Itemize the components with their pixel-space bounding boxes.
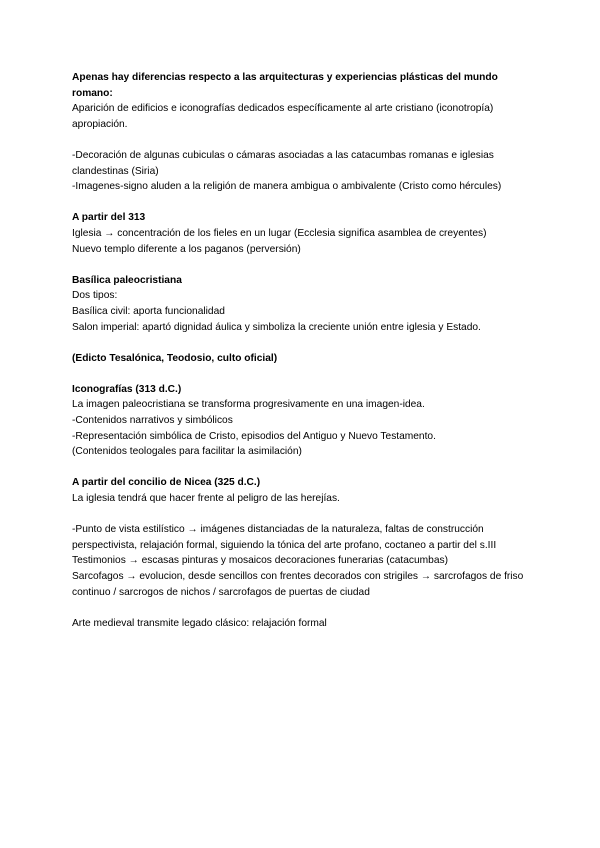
paragraph-line: -Decoración de algunas cubiculas o cámaras asociadas a las catacumbas romanas e iglesias clandestinas (Siria): [72, 149, 494, 177]
paragraph-spacer: [72, 460, 540, 476]
paragraph-line: Nuevo templo diferente a los paganos (perversión): [72, 243, 301, 255]
section-heading: A partir del 313: [72, 212, 146, 224]
paragraph-line: Salon imperial: apartó dignidad áulica y simboliza la creciente unión entre iglesia y Estado.: [72, 321, 481, 333]
paragraph-line: Dos tipos:: [72, 290, 118, 302]
section-heading: (Edicto Tesalónica, Teodosio, culto oficial): [72, 352, 278, 364]
paragraph-line: Testimonios → escasas pinturas y mosaicos decoraciones funerarias (catacumbas): [72, 555, 448, 567]
section-heading: Basílica paleocristiana: [72, 274, 182, 286]
paragraph-line: Basílica civil: aporta funcionalidad: [72, 305, 225, 317]
paragraph-line: -Punto de vista estilístico → imágenes distanciadas de la naturaleza, faltas de construcción perspectivista, relajación formal, siguiendo la tónica del arte profano, coctaneo a partir del s.III: [72, 524, 497, 551]
paragraph-line: Arte medieval transmite legado clásico: relajación formal: [72, 617, 327, 629]
paragraph-line: Iglesia → concentración de los fieles en un lugar (Ecclesia significa asamblea de creyentes): [72, 227, 487, 239]
paragraph-spacer: [72, 195, 540, 211]
paragraph-line: (Contenidos teologales para facilitar la asimilación): [72, 446, 302, 458]
paragraph-line: -Representación simbólica de Cristo, episodios del Antiguo y Nuevo Testamento.: [72, 430, 436, 442]
paragraph-line: Aparición de edificios e iconografías dedicados específicamente al arte cristiano (iconotropía) apropiación.: [72, 103, 494, 130]
paragraph-spacer: [72, 257, 540, 273]
section-heading: Apenas hay diferencias respecto a las arquitecturas y experiencias plásticas del mundo romano:: [72, 72, 498, 99]
paragraph-spacer: [72, 507, 540, 523]
paragraph-spacer: [72, 132, 540, 148]
paragraph-line: La imagen paleocristiana se transforma progresivamente en una imagen-idea.: [72, 399, 425, 411]
paragraph-line: Sarcofagos → evolucion, desde sencillos con frentes decorados con strigiles → sarcrofagos de friso continuo / sarcrogos de nichos / sarcrofagos de puertas de ciudad: [72, 571, 524, 598]
section-heading: A partir del concilio de Nicea (325 d.C.): [72, 477, 261, 489]
paragraph-line: La iglesia tendrá que hacer frente al peligro de las herejías.: [72, 493, 340, 505]
paragraph-spacer: [72, 600, 540, 616]
paragraph-spacer: [72, 335, 540, 351]
section-heading: Iconografías (313 d.C.): [72, 383, 182, 395]
paragraph-spacer: [72, 366, 540, 382]
paragraph-line: -Imagenes-signo aluden a la religión de manera ambigua o ambivalente (Cristo como hércules): [72, 181, 502, 193]
paragraph-line: -Contenidos narrativos y simbólicos: [72, 415, 233, 427]
